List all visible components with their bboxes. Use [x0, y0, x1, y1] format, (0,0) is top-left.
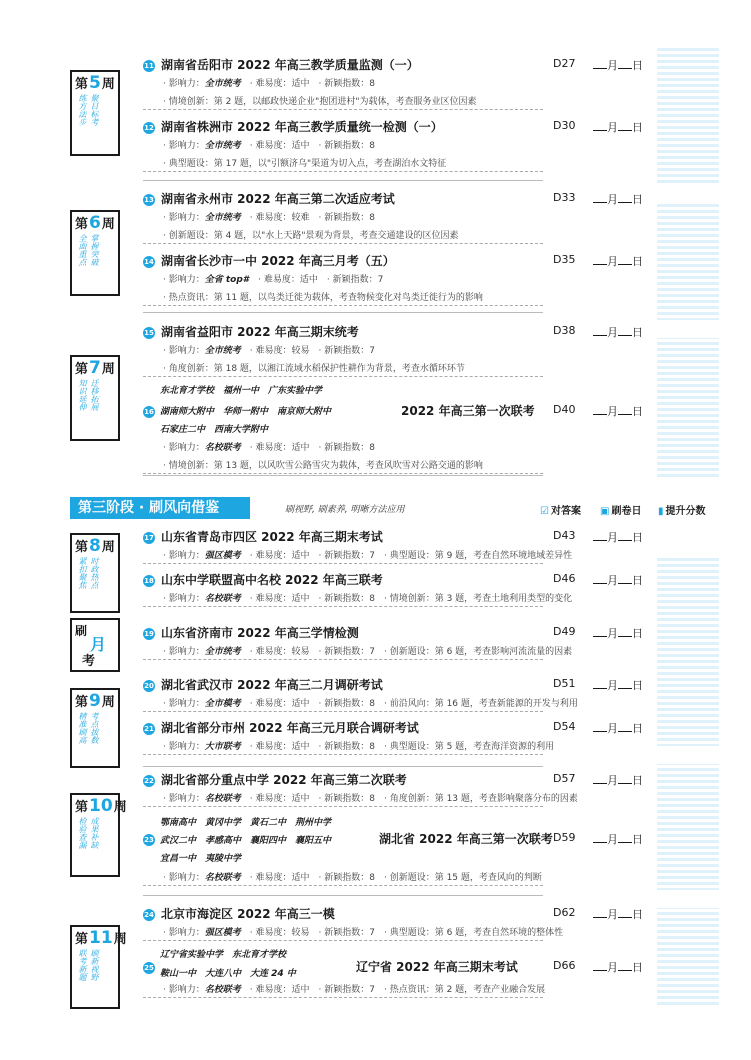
week-5-box: 第 5 周 练方法步 聚目标考 [70, 70, 120, 156]
dotted-separator [143, 606, 543, 607]
dotted-separator [143, 659, 543, 660]
entry-number-badge: 22 [144, 777, 154, 785]
dotted-separator [143, 473, 543, 474]
dotted-separator [143, 563, 543, 564]
entry-number-badge: 12 [144, 124, 154, 132]
entry-meta: · 影响力：名校联考 · 难易度：适中 · 新颖指数：8 · 创新题设：第 15 题，考查风向的判断 [163, 873, 542, 883]
entry-note: · 角度创新：第 18 题，以湘江流域水稻保护性耕作为背景，考查水循环环节 [163, 364, 465, 374]
entry-meta: · 影响力：名校联考 · 难易度：适中 · 新颖指数：8 · 角度创新：第 13 题，考查影响聚落分布的因素 [163, 794, 578, 804]
record-column [657, 48, 719, 1006]
entry-title: 山东省青岛市四区 2022 年高三期末考试 [161, 530, 383, 544]
date-fill-field[interactable]: 月 日 [593, 677, 643, 693]
schools-16b: 石家庄二中 西南大学附中 [160, 425, 269, 435]
entry-number-badge: 21 [144, 725, 154, 733]
entry-title: 辽宁省 2022 年高三期末考试 [356, 960, 518, 974]
entry-title-row [143, 528, 383, 545]
entry-title: 湖北省 2022 年高三第一次联考 [379, 832, 553, 846]
dotted-separator [143, 754, 543, 755]
entry-title: 湖北省部分重点中学 2022 年高三第二次联考 [161, 773, 407, 787]
entry-title-row [143, 252, 395, 269]
entry-code: D40 [553, 403, 576, 416]
entry-code: D30 [553, 119, 576, 132]
date-fill-field[interactable]: 月 日 [593, 529, 643, 545]
dotted-separator [143, 806, 543, 807]
entry-meta: · 影响力：全市统考 · 难易度：较易 · 新颖指数：7 · 创新题设：第 6 题，考查影响河流流量的因素 [163, 647, 573, 657]
entry-note: · 情境创新：第 2 题，以邮政快递企业"抱团进村"为载体，考查服务业区位因素 [163, 97, 477, 107]
week-6-box: 第 6 周 全面重点 掌握突破 [70, 210, 120, 296]
week-9-box: 第 9 周 精准刷高 考点拔数 [70, 688, 120, 768]
entry-title-row [143, 905, 335, 922]
schools-25a: 辽宁省实验中学 东北育才学校 [160, 950, 287, 960]
entry-title: 湖北省武汉市 2022 年高三二月调研考试 [161, 678, 383, 692]
entry-code: D46 [553, 572, 576, 585]
entry-meta: · 影响力：全市统考 · 难易度：适中 · 新颖指数：8 [163, 141, 375, 151]
date-fill-field[interactable]: 月 日 [593, 572, 643, 588]
entry-code: D35 [553, 253, 576, 266]
entry-title: 湖北省部分市州 2022 年高三元月联合调研考试 [161, 721, 419, 735]
entry-meta: · 影响力：名校联考 · 难易度：适中 · 新颖指数：7 · 热点资讯：第 2 题，考查产业融合发展 [163, 985, 546, 995]
calendar-icon: ▣ [600, 506, 610, 517]
dotted-separator [143, 997, 543, 998]
entry-code: D59 [553, 831, 576, 844]
entry-number-badge: 19 [144, 630, 154, 638]
entry-title-row [143, 323, 359, 340]
entry-number-badge: 13 [144, 196, 154, 204]
entry-title: 湖南省长沙市一中 2022 年高三月考（五） [161, 254, 395, 268]
entry-number-badge: 18 [144, 577, 154, 585]
date-fill-field[interactable]: 月 日 [593, 191, 643, 207]
entry-meta: · 影响力：名校联考 · 难易度：适中 · 新颖指数：8 · 情境创新：第 3 题，考查土地利用类型的变化 [163, 594, 573, 604]
dotted-separator [143, 885, 543, 886]
entry-number-badge: 11 [144, 62, 154, 70]
schools-23b: 武汉二中 孝感高中 襄阳四中 襄阳五中 [160, 836, 332, 846]
entry-number-badge: 24 [144, 911, 154, 919]
entry-title-row [143, 624, 359, 641]
dotted-separator [143, 711, 543, 712]
week-7-box: 第 7 周 知识延伸 迁移拓展 [70, 355, 120, 441]
week-11-box: 第 11 周 联考新题 刷新视野 [70, 925, 120, 1009]
entry-note: · 典型题设：第 17 题，以"引额济乌"渠道为切入点，考查湖泊水文特征 [163, 159, 447, 169]
stage-title: 第三阶段 · 刷风向借鉴 [70, 497, 250, 519]
entry-note: · 热点资讯：第 11 题，以鸟类迁徙为载体，考查物候变化对鸟类迁徙行为的影响 [163, 293, 483, 303]
entry-code: D43 [553, 529, 576, 542]
entry-meta: · 影响力：全市统考 · 难易度：适中 · 新颖指数：8 [163, 79, 375, 89]
schools-25b: 鞍山一中 大连八中 大连 24 中 [160, 969, 296, 979]
entry-title-row [143, 118, 443, 135]
entry-title-row [143, 190, 395, 207]
check-answers-label: ☑ 对答案 [540, 506, 581, 517]
dotted-separator [143, 940, 543, 941]
entry-title: 2022 年高三第一次联考 [401, 404, 535, 418]
entry-code: D66 [553, 959, 576, 972]
dotted-separator [143, 243, 543, 244]
date-fill-field[interactable]: 月 日 [593, 906, 643, 922]
entry-meta: · 影响力：全市模考 · 难易度：适中 · 新颖指数：8 · 前沿风向：第 16 题，考查新能源的开发与利用 [163, 699, 578, 709]
entry-meta: · 影响力：全市统考 · 难易度：较易 · 新颖指数：7 [163, 346, 375, 356]
entry-meta: · 影响力：全省 top# · 难易度：适中 · 新颖指数：7 [163, 275, 384, 285]
entry-meta: · 影响力：大市联考 · 难易度：适中 · 新颖指数：8 · 典型题设：第 5 题，考查海洋资源的利用 [163, 742, 555, 752]
week-10-box: 第 10 周 检验查漏 成果补缺 [70, 793, 120, 877]
score-label: ▮ 提升分数 [658, 506, 706, 517]
dotted-separator [143, 171, 543, 172]
entry-code: D38 [553, 324, 576, 337]
schools-23a: 鄂南高中 黄冈中学 黄石二中 荆州中学 [160, 818, 332, 828]
date-fill-field[interactable]: 月 日 [593, 119, 643, 135]
entry-note: · 情境创新：第 13 题，以风吹雪公路雪灾为载体，考查风吹雪对公路交通的影响 [163, 461, 483, 471]
date-fill-field[interactable]: 月 日 [593, 831, 643, 847]
dotted-separator [143, 109, 543, 110]
entry-meta: · 影响力：名校联考 · 难易度：适中 · 新颖指数：8 [163, 443, 375, 453]
week-8-box: 第 8 周 紧扣聚焦 时政热点 [70, 533, 120, 613]
entry-number-badge: 25 [144, 964, 154, 972]
entry-title: 湖南省岳阳市 2022 年高三教学质量监测（一） [161, 58, 419, 72]
entry-code: D33 [553, 191, 576, 204]
monthly-exam-box: 刷 月 考 [70, 618, 120, 672]
entry-meta: · 影响力：强区模考 · 难易度：较易 · 新颖指数：7 · 典型题设：第 6 题，考查自然环境的整体性 [163, 928, 564, 938]
entry-meta: · 影响力：全市统考 · 难易度：较难 · 新颖指数：8 [163, 213, 375, 223]
entry-title: 湖南省株洲市 2022 年高三教学质量统一检测（一） [161, 120, 443, 134]
entry-number-badge: 15 [144, 329, 154, 337]
entry-code: D27 [553, 57, 576, 70]
entry-number-badge: 23 [144, 836, 154, 844]
entry-title-row [143, 719, 419, 736]
entry-code: D62 [553, 906, 576, 919]
date-fill-field[interactable]: 月 日 [593, 253, 643, 269]
entry-code: D54 [553, 720, 576, 733]
entry-title-row [143, 676, 383, 693]
dotted-separator [143, 305, 543, 306]
entry-title: 湖南省益阳市 2022 年高三期末统考 [161, 325, 359, 339]
date-fill-field[interactable]: 月 日 [593, 57, 643, 73]
entry-number-badge: 17 [144, 534, 154, 542]
entry-code: D49 [553, 625, 576, 638]
date-fill-field[interactable]: 月 日 [593, 324, 643, 340]
date-fill-field[interactable]: 月 日 [593, 403, 643, 419]
entry-code: D51 [553, 677, 576, 690]
entry-number-badge: 14 [144, 258, 154, 266]
entry-title-row [143, 771, 407, 788]
dotted-separator [143, 376, 543, 377]
entry-title: 山东中学联盟高中名校 2022 年高三联考 [161, 573, 383, 587]
check-icon: ☑ [540, 506, 549, 517]
entry-code: D57 [553, 772, 576, 785]
bars-icon: ▮ [658, 506, 664, 517]
stage-tagline: 刷视野, 刷素养, 明晰方法应用 [285, 505, 405, 515]
entry-note: · 创新题设：第 4 题，以"水上天路"景观为背景，考查交通建设的区位因素 [163, 231, 459, 241]
date-fill-field[interactable]: 月 日 [593, 959, 643, 975]
schools-23c: 宜昌一中 夷陵中学 [160, 854, 242, 864]
entry-title-row [143, 571, 383, 588]
section-rule [143, 180, 543, 181]
entry-number-badge: 20 [144, 682, 154, 690]
entry-title: 山东省济南市 2022 年高三学情检测 [161, 626, 359, 640]
section-rule [143, 895, 543, 896]
section-rule [143, 766, 543, 767]
entry-title-row [143, 56, 419, 73]
entry-meta: · 影响力：强区模考 · 难易度：适中 · 新颖指数：7 · 典型题设：第 9 题，考查自然环境地域差异性 [163, 551, 573, 561]
entry-title: 北京市海淀区 2022 年高三一模 [161, 907, 335, 921]
roll-day-label: ▣ 刷卷日 [600, 506, 642, 517]
date-fill-field[interactable]: 月 日 [593, 772, 643, 788]
entry-title: 湖南省永州市 2022 年高三第二次适应考试 [161, 192, 395, 206]
schools-16a: 湖南师大附中 华师一附中 南京师大附中 [160, 407, 332, 417]
date-fill-field[interactable]: 月 日 [593, 625, 643, 641]
entry-number-badge: 16 [144, 408, 154, 416]
date-fill-field[interactable]: 月 日 [593, 720, 643, 736]
section-rule [143, 475, 543, 476]
stage-header [70, 497, 720, 519]
schools-16-pre: 东北育才学校 福州一中 广东实验中学 [160, 386, 323, 396]
section-rule [143, 312, 543, 313]
